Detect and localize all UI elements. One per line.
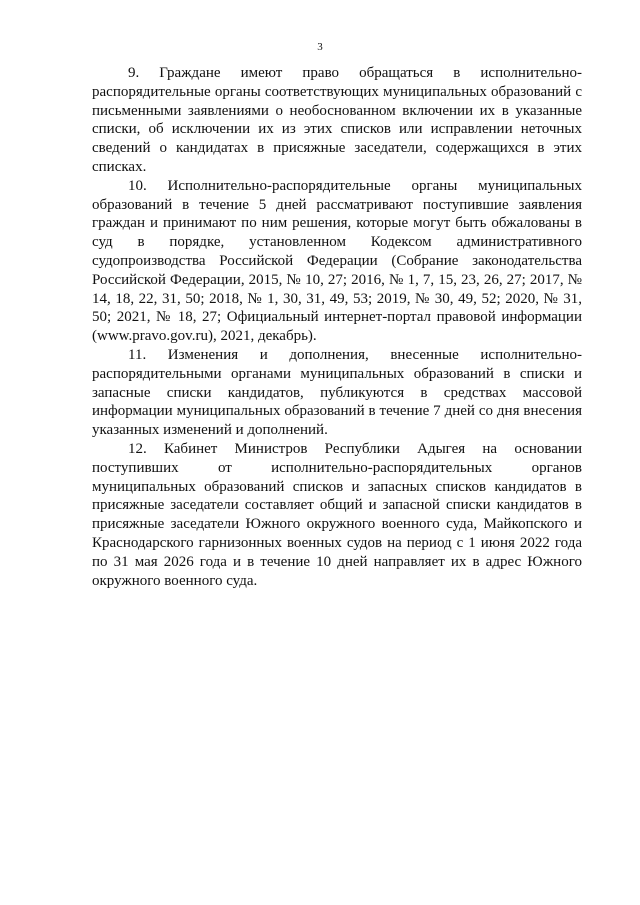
paragraph-11: 11. Изменения и дополнения, внесенные исполнительно-распорядительными органами муниципальных образований в списки и запасные списки кандидатов, публикуются в средствах массовой информации муниципальных образований в течение 7 дней со дня внесения указанных изменений и дополнений.	[92, 346, 582, 439]
paragraph-9: 9. Граждане имеют право обращаться в исполнительно-распорядительные органы соответствующих муниципальных образований с письменными заявлениями о необоснованном включении их в указанные списки, об исключении их из этих списков или исправлении неточных сведений о кандидатах в присяжные заседатели, содержащихся в этих списках.	[92, 65, 582, 175]
page-number: 3	[317, 41, 323, 53]
document-body	[92, 64, 582, 590]
paragraph-10: 10. Исполнительно-распорядительные органы муниципальных образований в течение 5 дней рассматривают поступившие заявления граждан и принимают по ним решения, которые могут быть обжалованы в суд в порядке, установленном Кодексом административного судопроизводства Российской Федерации (Собрание законодательства Российской Федерации, 2015, № 10, 27; 2016, № 1, 7, 15, 23, 26, 27; 2017, № 14, 18, 22, 31, 50; 2018, № 1, 30, 31, 49, 53; 2019, № 30, 49, 52; 2020, № 31, 50; 2021, № 18, 27; Официальный интернет-портал правовой информации (www.pravo.gov.ru), 2021, декабрь).	[92, 177, 582, 345]
paragraph-12: 12. Кабинет Министров Республики Адыгея на основании поступивших от исполнительно-распорядительных органов муниципальных образований списков и запасных списков кандидатов в присяжные заседатели составляет общий и запасной списки кандидатов в присяжные заседатели Южного окружного военного суда, Майкопского и Краснодарского гарнизонных военных судов на период с 1 июня 2022 года по 31 мая 2026 года и в течение 10 дней направляет их в адрес Южного окружного военного суда.	[92, 440, 582, 589]
